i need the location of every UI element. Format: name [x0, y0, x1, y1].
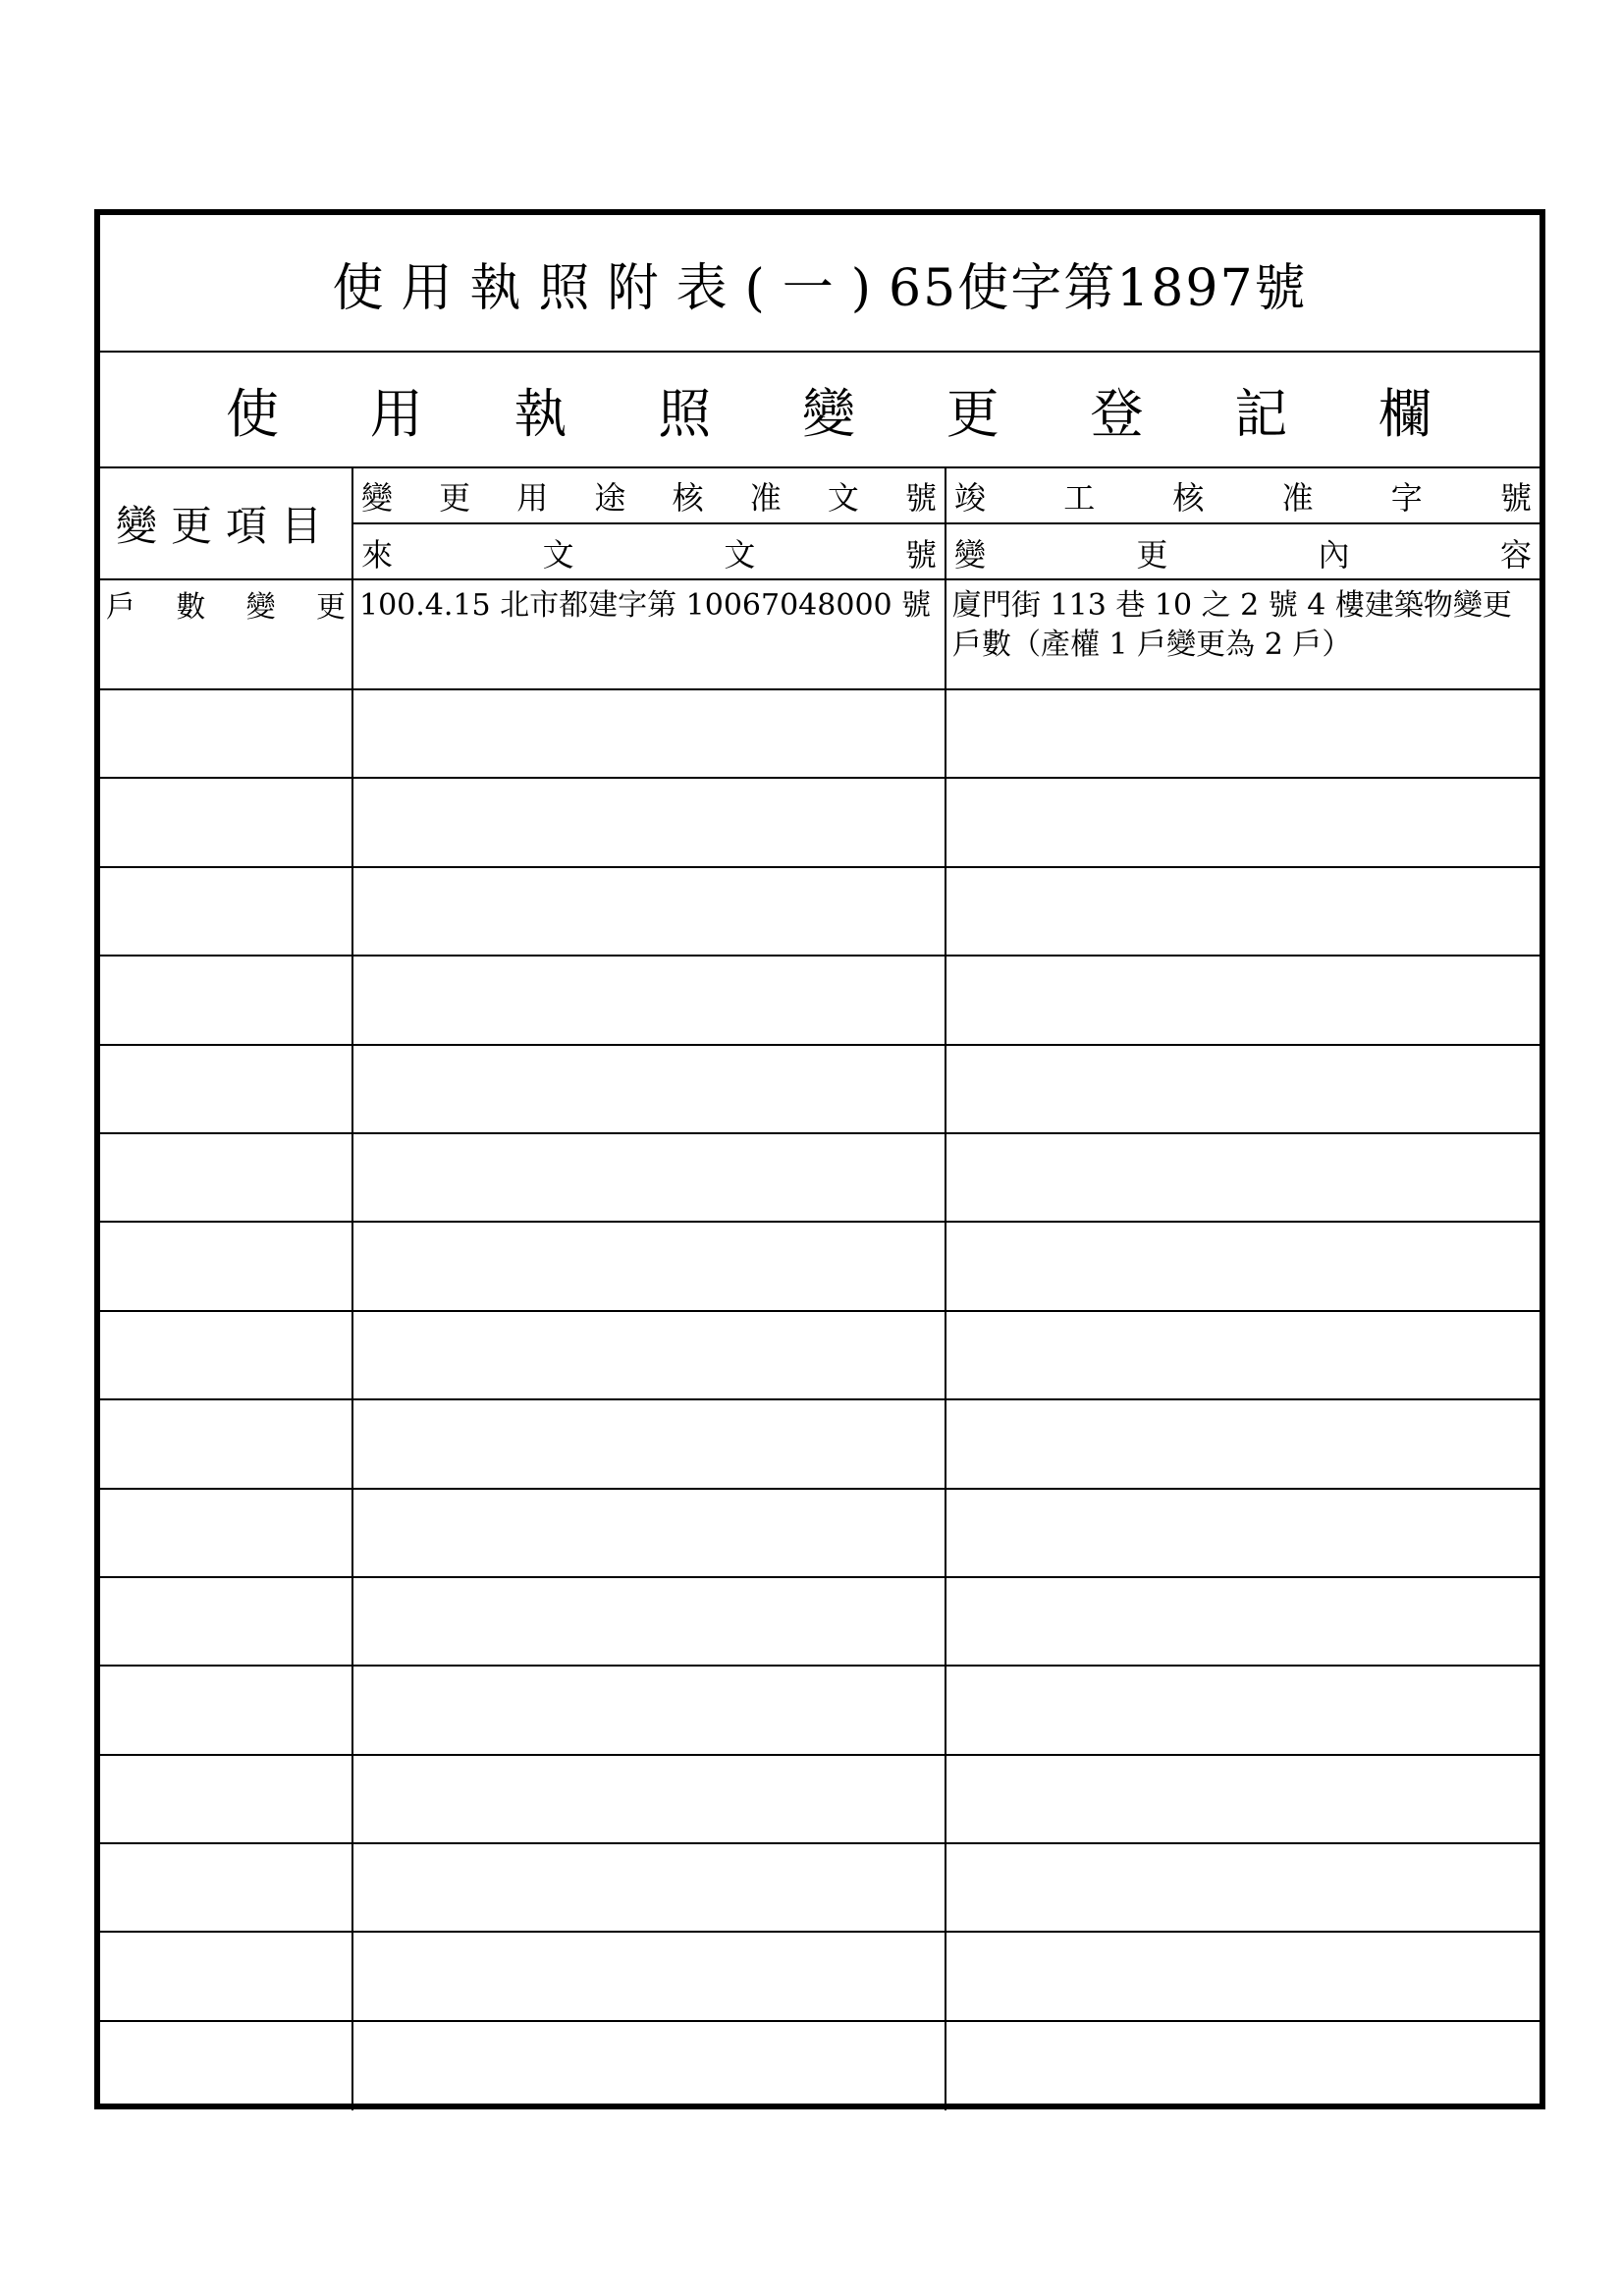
- subtitle-char: 欄: [1378, 382, 1432, 445]
- column-header-completion-number: 竣 工 核 准 字 號: [946, 468, 1540, 524]
- subtitle-char: 變: [802, 382, 855, 445]
- table-row: [100, 1490, 1540, 1578]
- table-row: [100, 1223, 1540, 1311]
- table-row: [100, 779, 1540, 867]
- permit-form: [94, 209, 1545, 2109]
- entry-content-cell: 廈門街 113 巷 10 之 2 號 4 樓建築物變更戶數（產權 1 戶變更為 2 戶）: [946, 580, 1540, 690]
- column-header-documents: [353, 468, 946, 580]
- table-row: [100, 1933, 1540, 2021]
- subtitle-char: 登: [1090, 382, 1144, 445]
- subtitle-char: 使: [226, 382, 279, 445]
- table-row: [100, 1134, 1540, 1223]
- column-header-change-content: 變 更 內 容: [954, 535, 1532, 574]
- table-row: [100, 1578, 1540, 1667]
- table-row: [100, 1312, 1540, 1400]
- permit-number: 65使字第1897號: [889, 258, 1308, 318]
- subtitle-char: 用: [369, 382, 423, 445]
- table-row: [100, 868, 1540, 957]
- entry-item-cell: 戶 數 變 更: [100, 580, 353, 690]
- subtitle-char: 執: [513, 382, 567, 445]
- table-row: [100, 2022, 1540, 2110]
- subtitle-row: [100, 353, 1540, 468]
- column-header-item-label: 變更項目: [115, 502, 336, 550]
- column-header-approval-doc: 變 更 用 途 核 准 文 號: [353, 468, 945, 524]
- subtitle-char: 照: [658, 382, 712, 445]
- entry-document-cell: 100.4.15 北市都建字第 10067048000 號: [353, 580, 946, 690]
- subtitle-char: 記: [1234, 382, 1288, 445]
- table-row: [100, 1667, 1540, 1755]
- table-row: [100, 1400, 1540, 1489]
- table-row: [100, 957, 1540, 1045]
- title-row: [100, 215, 1540, 353]
- table-row: [100, 1756, 1540, 1844]
- subtitle-char: 更: [946, 382, 1000, 445]
- table-row: [100, 1844, 1540, 1933]
- blank-rows: [100, 690, 1540, 2104]
- column-header-incoming-doc: 來 文 文 號: [361, 535, 937, 574]
- column-header-completion: [946, 468, 1540, 580]
- table-row: [100, 1046, 1540, 1134]
- form-title: 使用執照附表(一): [332, 258, 890, 318]
- column-header-item: [100, 468, 353, 580]
- table-row: [100, 690, 1540, 779]
